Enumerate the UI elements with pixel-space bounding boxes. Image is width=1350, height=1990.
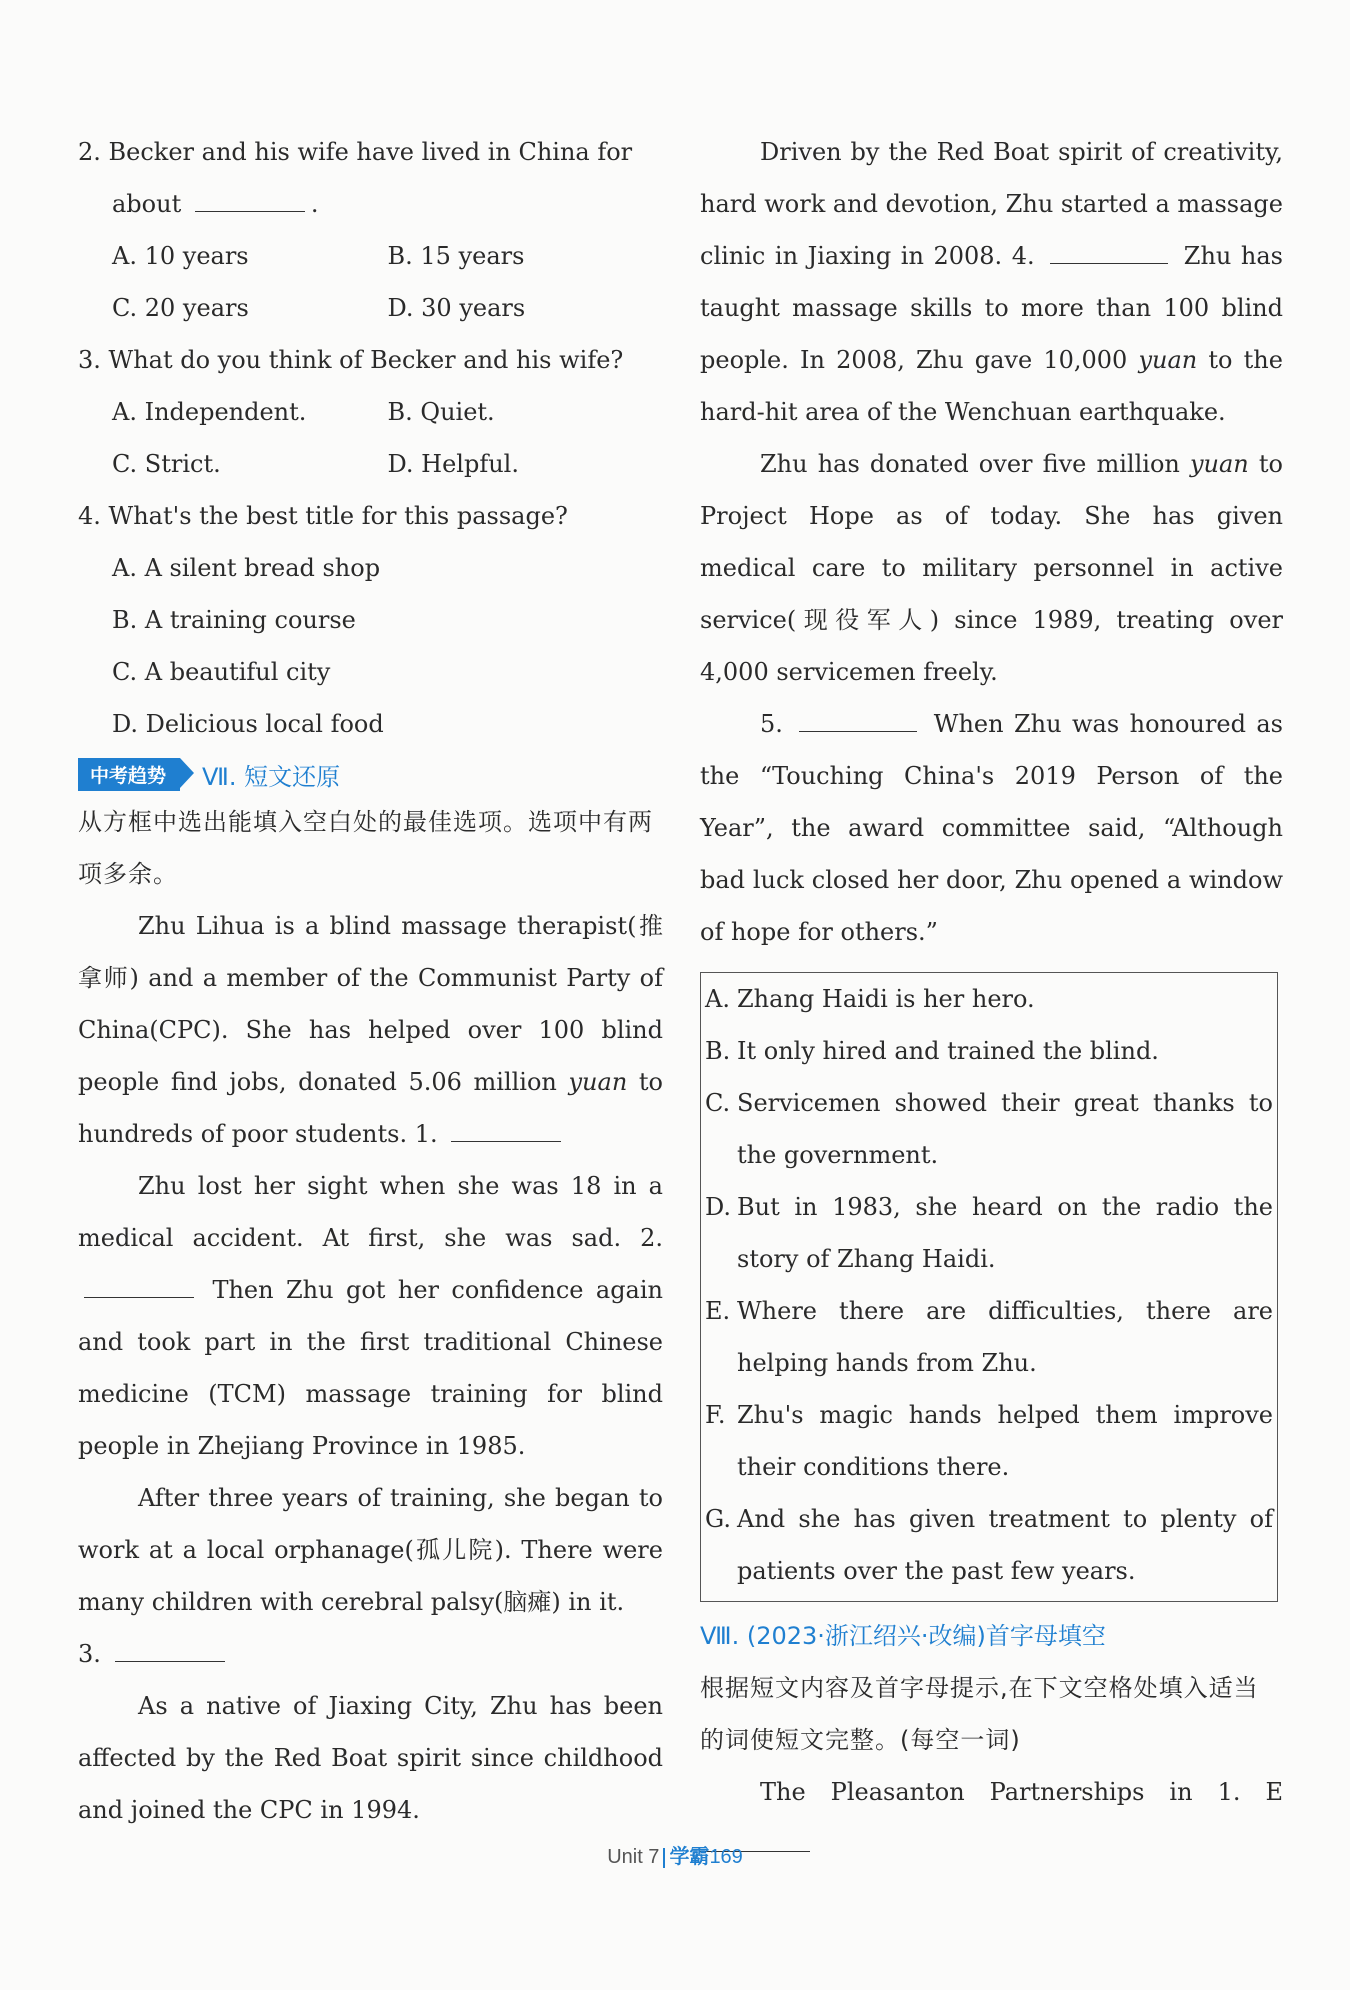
question-2-about: about [112, 190, 182, 218]
p1-yuan: yuan [568, 1068, 628, 1096]
p5-text-b: Zhu has taught massage skills to more than 100 blind people. In 2008, Zhu gave 10,000 [700, 242, 1283, 374]
option-key: F. [705, 1401, 726, 1429]
box-option-e[interactable] [705, 1285, 1277, 1389]
question-3-options-row2 [78, 438, 663, 490]
p3-text-b: 3. [78, 1640, 101, 1668]
option-b[interactable]: B. Quiet. [387, 398, 495, 426]
option-d[interactable]: D. Helpful. [387, 450, 519, 478]
option-key: G. [705, 1505, 731, 1533]
section-8-instruction: 根据短文内容及首字母提示,在下文空格处填入适当的词使短文完整。(每空一词) [700, 1674, 1259, 1754]
p2-text-a: Zhu lost her sight when she was 18 in a medical accident. At first, she was sad. 2. [78, 1172, 663, 1252]
option-b[interactable]: B. 15 years [387, 242, 525, 270]
page-footer [0, 1840, 1350, 1869]
passage-paragraph-3 [78, 1472, 663, 1628]
option-text: It only hired and trained the blind. [737, 1037, 1159, 1065]
option-key: D. [705, 1193, 732, 1221]
options-box [700, 972, 1278, 1602]
section-8-title: Ⅷ. (2023·浙江绍兴·改编)首字母填空 [700, 1622, 1106, 1650]
passage-paragraph-6 [700, 438, 1283, 698]
brand-label: 学霸 [669, 1844, 710, 1868]
blank-4[interactable] [1050, 241, 1168, 264]
p4-text: As a native of Jiaxing City, Zhu has been affected by the Red Boat spirit since childhood and joined the CPC in 1994. [78, 1692, 663, 1824]
p6-yuan: yuan [1189, 450, 1249, 478]
passage-paragraph-7 [700, 698, 1283, 958]
option-key: C. [705, 1089, 731, 1117]
option-b[interactable]: B. A training course [112, 606, 356, 634]
option-text: But in 1983, she heard on the radio the story of Zhang Haidi. [737, 1193, 1273, 1273]
option-a[interactable]: A. Independent. [112, 398, 307, 426]
answer-blank[interactable] [195, 189, 305, 212]
blank-2[interactable] [84, 1275, 194, 1298]
passage-paragraph-5 [700, 126, 1283, 438]
option-c[interactable]: C. A beautiful city [112, 658, 331, 686]
passage-paragraph-4 [78, 1680, 663, 1836]
question-2-options-row2 [78, 282, 663, 334]
p6-text-b: to Project Hope as of today. She has given medical care to military personnel in active service(现役军人) since 1989, treating over 4,000 servicemen freely. [700, 450, 1283, 686]
footer-divider [663, 1848, 665, 1868]
option-key: B. [705, 1037, 731, 1065]
box-option-g[interactable] [705, 1493, 1277, 1597]
option-key: A. [705, 985, 730, 1013]
passage-paragraph-2 [78, 1160, 663, 1472]
option-c[interactable]: C. 20 years [112, 294, 249, 322]
section-7-header [78, 754, 663, 794]
box-option-f[interactable] [705, 1389, 1277, 1493]
option-a[interactable]: A. 10 years [112, 242, 249, 270]
question-3-stem: 3. What do you think of Becker and his wife? [78, 346, 624, 374]
box-option-b[interactable] [705, 1025, 1277, 1077]
option-text: Servicemen showed their great thanks to the government. [737, 1089, 1273, 1169]
right-column [700, 126, 1283, 1870]
section-tag: 中考趋势 [78, 758, 180, 791]
section-7-title: Ⅶ. 短文还原 [202, 762, 341, 791]
p5-text-c: to the hard-hit area of the Wenchuan earthquake. [700, 346, 1283, 426]
p5-text-a: Driven by the Red Boat spirit of creativity, hard work and devotion, Zhu started a massage clinic in Jiaxing in 2008. 4. [700, 138, 1283, 270]
left-column [78, 126, 663, 1836]
p1-text-a: Zhu Lihua is a blind massage therapist(推拿师) and a member of the Communist Party of China(CPC). She has helped over 100 blind people find jobs, donated 5.06 million [78, 912, 663, 1096]
option-text: And she has given treatment to plenty of patients over the past few years. [737, 1505, 1273, 1585]
section-8-text: The Pleasanton Partnerships in 1. E [760, 1778, 1283, 1806]
p7-text: When Zhu was honoured as the “Touching China's 2019 Person of the Year”, the award committee said, “Although bad luck closed her door, Zhu opened a window of hope for others.” [700, 710, 1283, 946]
option-text: Zhu's magic hands helped them improve their conditions there. [737, 1401, 1273, 1481]
question-2-stem: 2. Becker and his wife have lived in China for [78, 138, 633, 166]
blank-5[interactable] [799, 709, 917, 732]
box-option-a[interactable] [705, 973, 1277, 1025]
p7-number: 5. [760, 710, 783, 738]
option-d[interactable]: D. 30 years [387, 294, 526, 322]
option-a[interactable]: A. A silent bread shop [112, 554, 381, 582]
blank-1[interactable] [451, 1119, 561, 1142]
page-number: 169 [709, 1846, 743, 1868]
option-text: Zhang Haidi is her hero. [737, 985, 1035, 1013]
question-2-stem-cont [78, 178, 663, 230]
p5-yuan: yuan [1138, 346, 1198, 374]
p3-text-a: After three years of training, she began to work at a local orphanage(孤儿院). There were many children with cerebral palsy(脑瘫) in it. [78, 1484, 663, 1616]
unit-label: Unit 7 [607, 1846, 660, 1868]
option-text: Where there are difficulties, there are helping hands from Zhu. [737, 1297, 1273, 1377]
passage-paragraph-3-blank [78, 1628, 663, 1680]
option-c[interactable]: C. Strict. [112, 450, 221, 478]
passage-paragraph-1 [78, 900, 663, 1160]
p2-text-b: Then Zhu got her confidence again and took part in the first traditional Chinese medicine (TCM) massage training for blind people in Zhejiang Province in 1985. [78, 1276, 663, 1460]
box-option-d[interactable] [705, 1181, 1277, 1285]
box-option-c[interactable] [705, 1077, 1277, 1181]
blank-3[interactable] [115, 1639, 225, 1662]
p1-text-b: to hundreds of poor students. 1. [78, 1068, 663, 1148]
period: . [310, 190, 319, 218]
section-7-instruction: 从方框中选出能填入空白处的最佳选项。选项中有两项多余。 [78, 808, 653, 888]
option-key: E. [705, 1297, 731, 1325]
option-d[interactable]: D. Delicious local food [112, 710, 384, 738]
p6-text-a: Zhu has donated over five million [760, 450, 1180, 478]
question-4-stem: 4. What's the best title for this passage? [78, 502, 568, 530]
question-3-options-row1 [78, 386, 663, 438]
question-2-options-row1 [78, 230, 663, 282]
